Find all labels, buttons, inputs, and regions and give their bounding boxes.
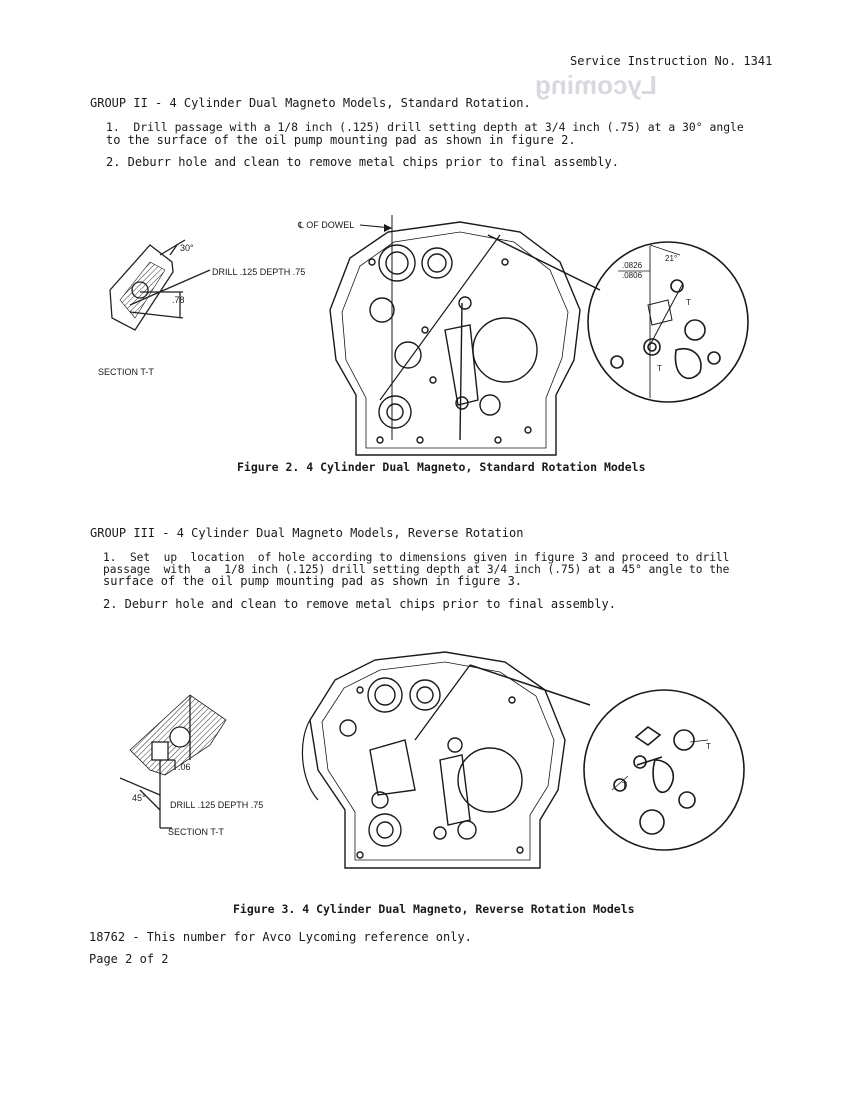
figure3-caption: Figure 3. 4 Cylinder Dual Magneto, Reverse Rotation Models [233,902,635,916]
group2-heading: GROUP II - 4 Cylinder Dual Magneto Models, Standard Rotation. [90,96,531,110]
figure2-caption: Figure 2. 4 Cylinder Dual Magneto, Standard Rotation Models [237,460,646,474]
group2-step1-line2: to the surface of the oil pump mounting pad as shown in figure 2. [106,133,576,147]
service-instruction-number: Service Instruction No. 1341 [570,54,773,68]
figure3-drill-label: DRILL .125 DEPTH .75 [170,800,264,810]
figure3-dim-label: .06 [178,762,191,772]
group3-heading: GROUP III - 4 Cylinder Dual Magneto Models, Reverse Rotation [90,526,524,540]
figure2-angle-label: 30° [180,243,194,253]
group3-step2: 2. Deburr hole and clean to remove metal chips prior to final assembly. [103,597,616,611]
figure2-detail-dim1: .0826 [622,261,643,270]
figure3-detail-t-left: T [622,781,627,790]
figure3-section-label: SECTION T-T [168,827,224,837]
group3-step1-line2: passage with a 1/8 inch (.125) drill setting depth at 3/4 inch (.75) at a 45° angle to the [103,563,730,576]
figure3-angle-label: 45° [132,793,146,803]
figure2-section-label: SECTION T-T [98,367,154,377]
group3-step1-line1: 1. Set up location of hole according to dimensions given in figure 3 and proceed to drill [103,551,730,564]
figure2-detail-dim2: .0806 [622,271,643,280]
figure2-detail-t-lower: T [657,364,662,373]
figure2-dim-label: .78 [172,295,185,305]
figure3-detail-t-right: T [706,742,711,751]
figure2-detail-angle: 21° [665,254,678,263]
group3-step1-line3: surface of the oil pump mounting pad as shown in figure 3. [103,574,523,588]
watermark-text: Lycoming [535,70,657,100]
group2-step1-line1: 1. Drill passage with a 1/8 inch (.125) drill setting depth at 3/4 inch (.75) at a 30° angle [106,120,744,134]
group2-step2: 2. Deburr hole and clean to remove metal chips prior to final assembly. [106,155,619,169]
reference-number: 18762 - This number for Avco Lycoming reference only. [89,930,472,944]
figure2-dowel-label: ℄ OF DOWEL [298,220,355,230]
page-number: Page 2 of 2 [89,952,169,966]
figure2-detail-t-upper: T [686,298,691,307]
figure2-drill-label: DRILL .125 DEPTH .75 [212,267,306,277]
